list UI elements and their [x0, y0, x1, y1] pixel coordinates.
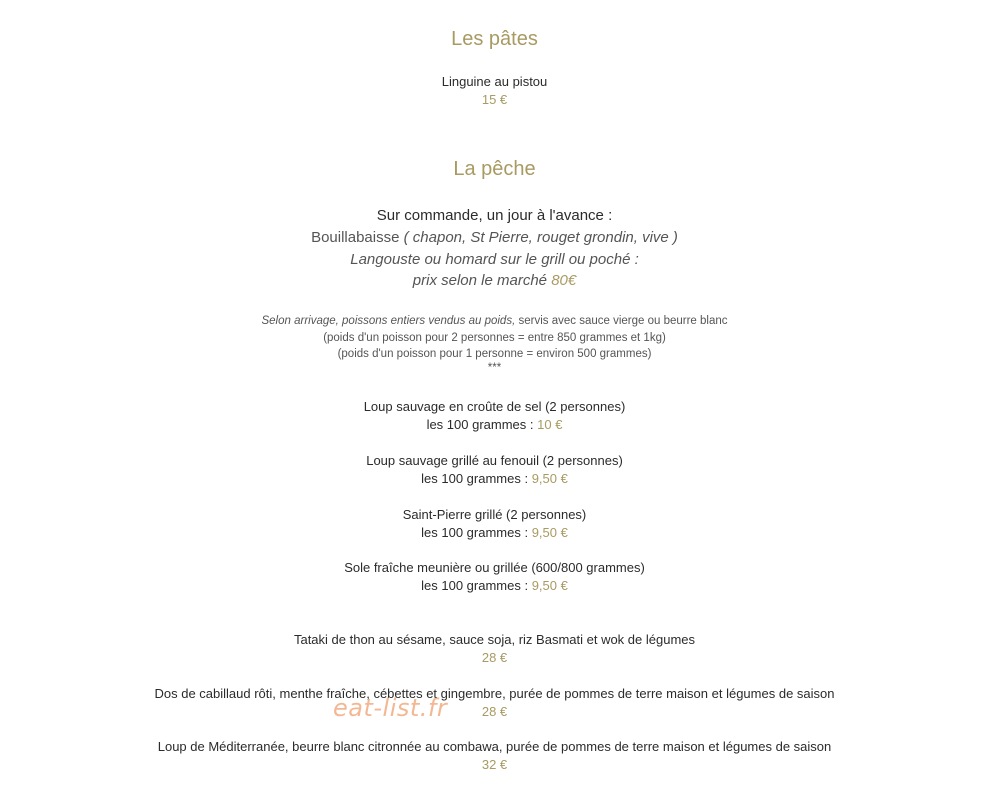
section-title-peche: La pêche [453, 158, 536, 180]
dish-name: Loup de Méditerranée, beurre blanc citronnée au combawa, purée de pommes de terre maison et légumes de saison [157, 739, 832, 754]
weight-price: 9,50 € [531, 471, 568, 486]
special-line3: Langouste ou homard sur le grill ou poché : [350, 251, 639, 268]
weight-dish-price-line [0, 417, 989, 433]
dish-name: Tataki de thon au sésame, sauce soja, riz Basmati et wok de légumes [293, 632, 696, 647]
weight-dish-name: Loup sauvage grillé au fenouil (2 personnes) [366, 453, 623, 468]
dish-price: 15 € [481, 92, 508, 107]
special-line1: Sur commande, un jour à l'avance : [376, 207, 613, 224]
unit-label: les 100 grammes : [426, 417, 534, 432]
weight-dish-price-line [0, 578, 989, 594]
note-rest: servis avec sauce vierge ou beurre blanc [518, 315, 728, 327]
special-line2 [0, 229, 989, 247]
weight-dish-price-line [0, 525, 989, 541]
unit-label: les 100 grammes : [421, 471, 529, 486]
note-weight-1: (poids d'un poisson pour 1 personne = environ 500 grammes) [337, 348, 652, 360]
special-price: 80€ [551, 272, 577, 289]
section-title-pates: Les pâtes [451, 28, 538, 50]
note-weight-2: (poids d'un poisson pour 2 personnes = entre 850 grammes et 1kg) [323, 332, 666, 344]
weight-price: 10 € [537, 417, 563, 432]
weight-price: 9,50 € [531, 525, 568, 540]
dish-price: 32 € [481, 757, 508, 772]
note-italic: Selon arrivage, poissons entiers vendus au poids, [261, 315, 516, 327]
dish-name: Linguine au pistou [441, 74, 548, 89]
special-bouillabaisse-fish: ( chapon, St Pierre, rouget grondin, vive ) [403, 229, 678, 246]
weight-dish-name: Loup sauvage en croûte de sel (2 personnes) [363, 399, 626, 414]
dish-price: 28 € [481, 704, 508, 719]
special-bouillabaisse: Bouillabaisse [311, 229, 400, 246]
dish-name: Dos de cabillaud rôti, menthe fraîche, cébettes et gingembre, purée de pommes de terre maison et légumes de saison [154, 686, 835, 701]
special-line4 [0, 272, 989, 290]
unit-label: les 100 grammes : [421, 525, 529, 540]
unit-label: les 100 grammes : [421, 578, 529, 593]
separator: *** [487, 362, 502, 374]
note-line1 [0, 314, 989, 328]
weight-dish-name: Sole fraîche meunière ou grillée (600/800 grammes) [344, 560, 645, 575]
watermark: eat-list.fr [333, 694, 448, 722]
weight-price: 9,50 € [531, 578, 568, 593]
special-market-price: prix selon le marché [412, 272, 548, 289]
dish-price: 28 € [481, 650, 508, 665]
weight-dish-price-line [0, 471, 989, 487]
weight-dish-name: Saint-Pierre grillé (2 personnes) [402, 507, 587, 522]
